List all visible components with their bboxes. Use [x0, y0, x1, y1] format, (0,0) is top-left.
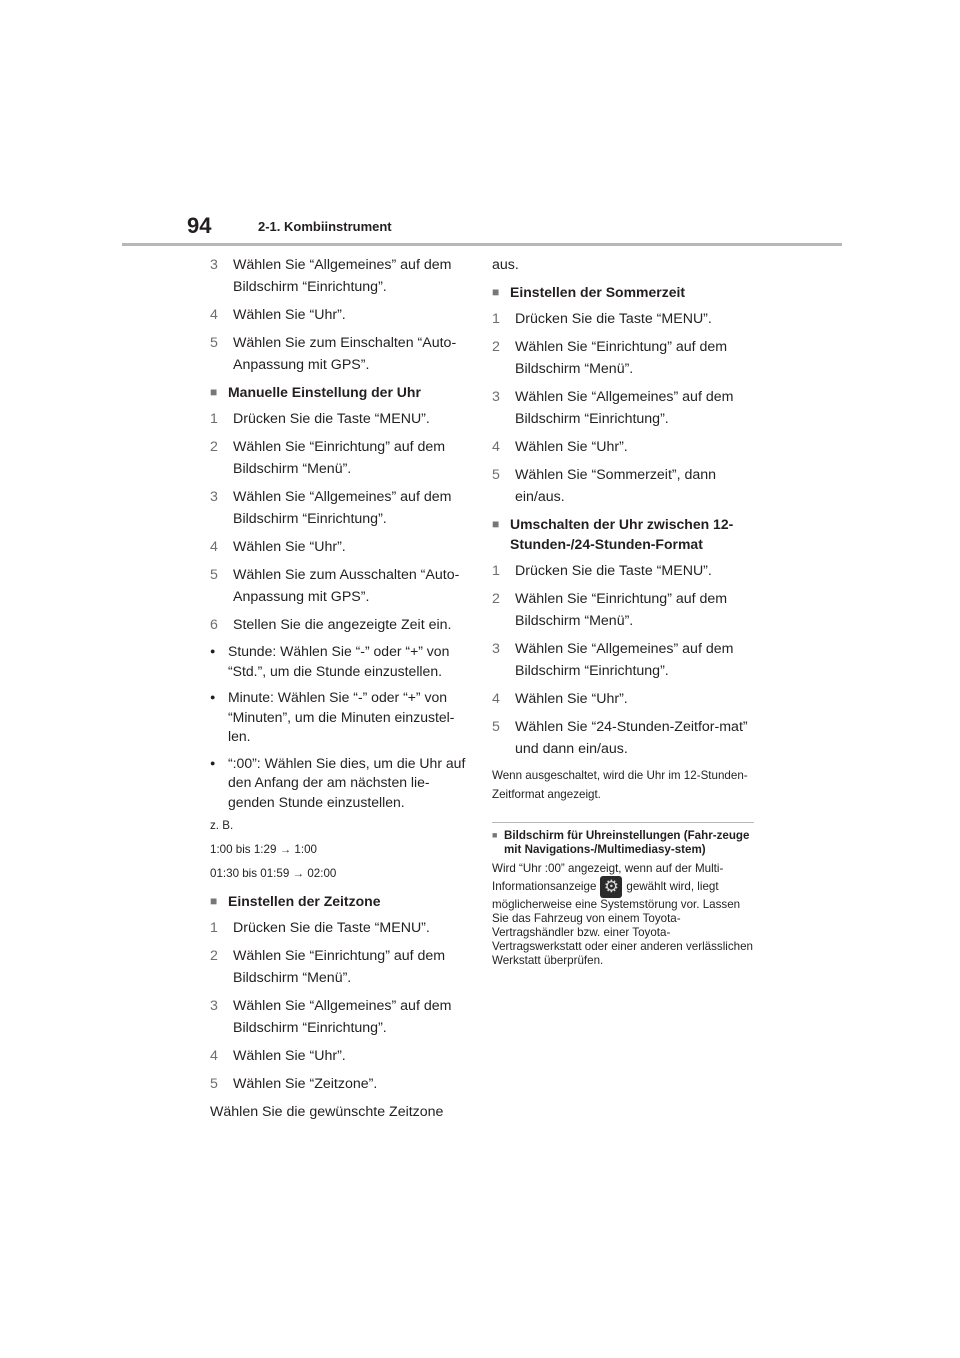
square-bullet-icon: ■: [210, 894, 218, 908]
square-bullet-icon: ■: [492, 830, 498, 840]
bullet-dot-icon: ●: [210, 757, 216, 768]
square-bullet-icon: ■: [492, 517, 500, 531]
step: [492, 588, 754, 632]
step: [492, 464, 754, 508]
heading-text: Umschalten der Uhr zwischen 12-Stunden-/24-Stunden-Format: [510, 516, 734, 552]
step-text: Wählen Sie “Allgemeines” auf dem Bildschirm “Einrichtung”.: [515, 641, 734, 679]
step-text: Wählen Sie “Allgemeines” auf dem Bildschirm “Einrichtung”.: [233, 998, 452, 1036]
step-text: Wählen Sie “Uhr”.: [233, 539, 346, 555]
step: [492, 716, 754, 760]
header-rule: [122, 243, 842, 246]
step: [492, 308, 754, 330]
step: [210, 486, 472, 530]
step: [210, 945, 472, 989]
step-text: Wählen Sie “Uhr”.: [233, 1048, 346, 1064]
heading-text: Einstellen der Zeitzone: [228, 893, 381, 909]
paragraph-text: aus.: [492, 257, 519, 273]
note-heading: [492, 829, 754, 856]
paragraph-text: Wählen Sie die gewünschte Zeitzone: [210, 1104, 444, 1120]
step-number: 5: [492, 467, 500, 483]
step: [210, 1045, 472, 1067]
step-text: Wählen Sie “Zeitzone”.: [233, 1076, 378, 1092]
step-text: Drücken Sie die Taste “MENU”.: [233, 920, 430, 936]
bullet-item: [210, 688, 472, 747]
step-number: 1: [210, 411, 218, 427]
step-text: Wählen Sie “Einrichtung” auf dem Bildschirm “Menü”.: [515, 591, 728, 629]
note-text-after-icon: gewählt wird, liegt möglicherweise eine Systemstörung vor. Lassen Sie das Fahrzeug von einem Toyota-Vertragshändler bzw. einer Toyota-Vertragswerkstatt oder einer anderen verlässlichen Werkstatt überprüfen.: [492, 880, 753, 967]
step-text: Wählen Sie “Einrichtung” auf dem Bildschirm “Menü”.: [233, 948, 446, 986]
bullet-text: Stunde: Wählen Sie “-” oder “+” von “Std.”, um die Stunde einzustellen.: [228, 643, 450, 679]
step: [210, 332, 472, 376]
bullet-dot-icon: ●: [210, 646, 216, 656]
step-text: Wählen Sie “Einrichtung” auf dem Bildschirm “Menü”.: [233, 439, 446, 477]
step-number: 4: [210, 307, 218, 323]
step: [492, 638, 754, 682]
step-number: 2: [210, 948, 218, 964]
step-number: 5: [492, 719, 500, 735]
step: [210, 995, 472, 1039]
example-line: 01:30 bis 01:59 → 02:00: [210, 867, 337, 880]
step: [210, 536, 472, 558]
step-text: Wählen Sie “24-Stunden-Zeitfor-mat” und dann ein/aus.: [515, 719, 748, 757]
step: [492, 688, 754, 710]
example-label: z. B.: [210, 819, 234, 832]
note-divider: [492, 822, 754, 823]
bullet-item: [210, 642, 472, 681]
step-text: Wählen Sie “Allgemeines” auf dem Bildschirm “Einrichtung”.: [233, 257, 452, 295]
step: [210, 917, 472, 939]
step-text: Wählen Sie “Uhr”.: [515, 691, 628, 707]
section-heading: [210, 891, 472, 911]
step-number: 4: [210, 1048, 218, 1064]
step: [210, 304, 472, 326]
section-heading: [210, 382, 472, 402]
step-number: 2: [492, 591, 500, 607]
step-number: 3: [210, 257, 218, 273]
step: [210, 1073, 472, 1095]
step: [210, 614, 472, 636]
note-text-before-icon: Wird “Uhr :00” angezeigt, wenn auf der Multi-Informationsanzeige: [492, 862, 724, 894]
section-heading: [492, 282, 754, 302]
step: [210, 436, 472, 480]
step-text: Stellen Sie die angezeigte Zeit ein.: [233, 617, 452, 633]
step-number: 6: [210, 617, 218, 633]
step: [492, 436, 754, 458]
step-text: Wählen Sie “Einrichtung” auf dem Bildschirm “Menü”.: [515, 339, 728, 377]
step-text: Wählen Sie “Allgemeines” auf dem Bildschirm “Einrichtung”.: [233, 489, 452, 527]
step-number: 4: [492, 691, 500, 707]
step-number: 1: [492, 311, 500, 327]
step-number: 5: [210, 1076, 218, 1092]
step: [492, 386, 754, 430]
step: [492, 336, 754, 380]
step-text: Drücken Sie die Taste “MENU”.: [515, 563, 712, 579]
step: [210, 408, 472, 430]
step-text: Wählen Sie zum Einschalten “Auto-Anpassung mit GPS”.: [233, 335, 457, 373]
page-number: 94: [187, 213, 212, 238]
step-number: 3: [210, 998, 218, 1014]
step-number: 2: [210, 439, 218, 455]
step-number: 1: [210, 920, 218, 936]
step-number: 2: [492, 339, 500, 355]
bullet-text: “:00”: Wählen Sie dies, um die Uhr auf den Anfang der am nächsten lie-genden Stunde einzustellen.: [228, 754, 466, 810]
note-heading-text: Bildschirm für Uhreinstellungen (Fahr-zeuge mit Navigations-/Multimediasy-stem): [504, 829, 750, 856]
square-bullet-icon: ■: [210, 385, 218, 399]
step-text: Wählen Sie “Uhr”.: [515, 439, 628, 455]
step-number: 3: [492, 389, 500, 405]
step: [210, 564, 472, 608]
step-text: Wählen Sie “Allgemeines” auf dem Bildschirm “Einrichtung”.: [515, 389, 734, 427]
left-column: [210, 254, 472, 1123]
step-number: 5: [210, 567, 218, 583]
format-note: Wenn ausgeschaltet, wird die Uhr im 12-Stunden-Zeitformat angezeigt.: [492, 769, 748, 801]
step-number: 4: [492, 439, 500, 455]
heading-text: Manuelle Einstellung der Uhr: [228, 384, 421, 400]
step: [492, 560, 754, 582]
step-text: Drücken Sie die Taste “MENU”.: [515, 311, 712, 327]
bullet-text: Minute: Wählen Sie “-” oder “+” von “Minuten”, um die Minuten einzustel-len.: [228, 689, 455, 744]
step-number: 4: [210, 539, 218, 555]
step-text: Wählen Sie “Uhr”.: [233, 307, 346, 323]
section-title: 2-1. Kombiinstrument: [258, 219, 392, 234]
right-column: [492, 254, 754, 968]
heading-text: Einstellen der Sommerzeit: [510, 284, 686, 300]
square-bullet-icon: ■: [492, 285, 500, 299]
step-number: 3: [492, 641, 500, 657]
step: [210, 254, 472, 298]
bullet-item: [210, 754, 472, 813]
step-number: 1: [492, 563, 500, 579]
step-text: Drücken Sie die Taste “MENU”.: [233, 411, 430, 427]
step-number: 3: [210, 489, 218, 505]
note-body: [492, 862, 754, 968]
example-line: 1:00 bis 1:29 → 1:00: [210, 843, 317, 856]
section-heading: [492, 514, 754, 554]
step-text: Wählen Sie “Sommerzeit”, dann ein/aus.: [515, 467, 717, 505]
step-text: Wählen Sie zum Ausschalten “Auto-Anpassung mit GPS”.: [233, 567, 460, 605]
bullet-dot-icon: ●: [210, 692, 216, 702]
gear-icon: ⚙: [600, 876, 622, 898]
step-number: 5: [210, 335, 218, 351]
